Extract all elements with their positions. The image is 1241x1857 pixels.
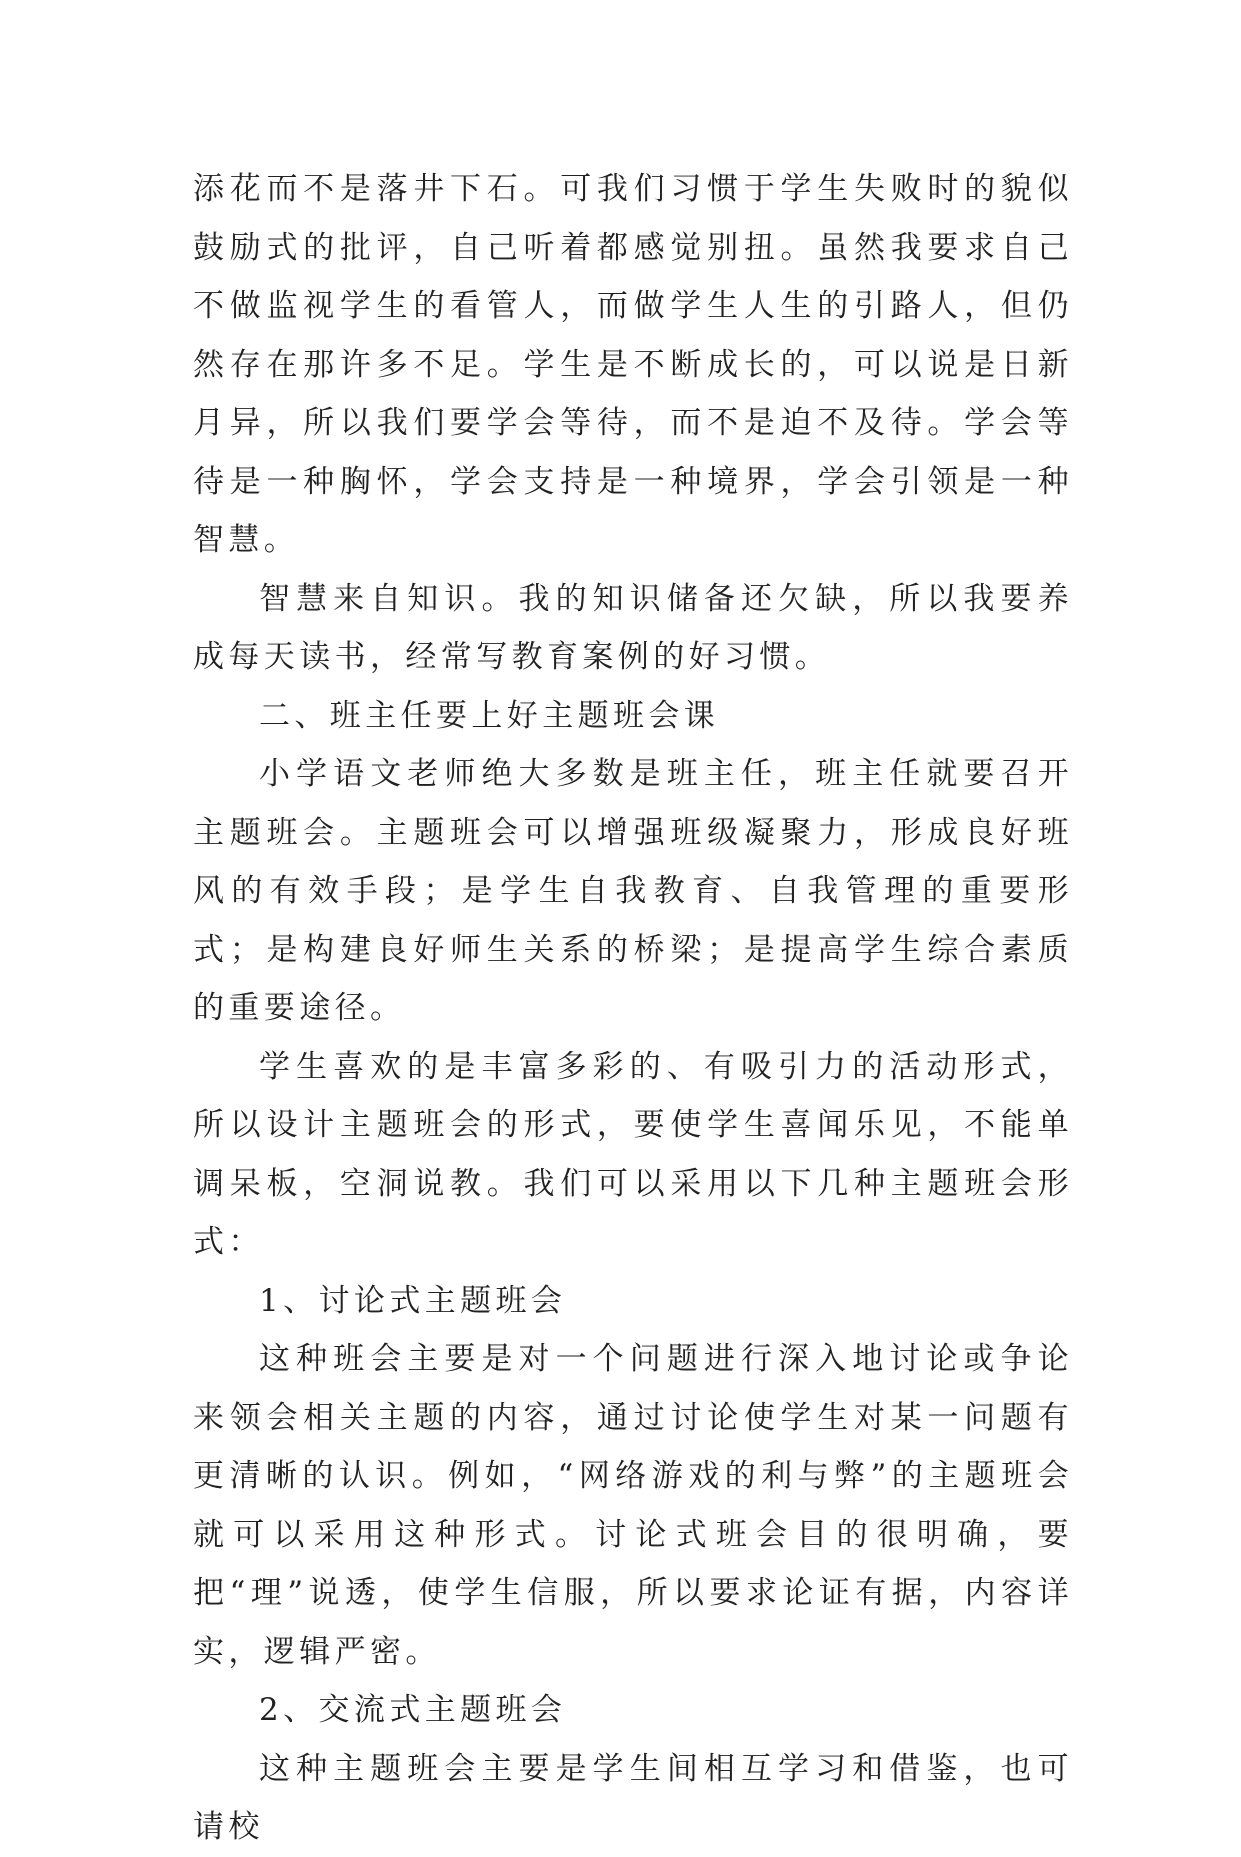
subheading-discussion: 1、讨论式主题班会 [259, 1282, 567, 1319]
paragraph-exchange: 这种主题班会主要是学生间相互学习和借鉴，也可请校 [193, 1750, 1073, 1845]
paragraph-knowledge: 智慧来自知识。我的知识储备还欠缺，所以我要养成每天读书，经常写教育案例的好习惯。 [193, 580, 1073, 675]
paragraph-discussion: 这种班会主要是对一个问题进行深入地讨论或争论来领会相关主题的内容，通过讨论使学生对某一问题有更清晰的认识。例如，“网络游戏的利与弊”的主题班会就可以采用这种形式。讨论式班会目的很明确，要把“理”说透，使学生信服，所以要求论证有据，内容详实，逻辑严密。 [193, 1341, 1073, 1670]
subheading-exchange: 2、交流式主题班会 [259, 1692, 567, 1728]
paragraph-continuation: 添花而不是落井下石。可我们习惯于学生失败时的貌似鼓励式的批评，自己听着都感觉别扭。虽然我要求自己不做监视学生的看管人，而做学生人生的引路人，但仍然存在那许多不足。学生是不断成长的，可以说是日新月异，所以我们要学会等待，而不是迫不及待。学会等待是一种胸怀，学会支持是一种境界，学会引领是一种智慧。 [193, 171, 1073, 558]
document-body [193, 160, 1073, 1857]
section-heading-theme-class: 二、班主任要上好主题班会课 [259, 697, 720, 734]
paragraph-activity-forms: 学生喜欢的是丰富多彩的、有吸引力的活动形式，所以设计主题班会的形式，要使学生喜闻乐见，不能单调呆板，空洞说教。我们可以采用以下几种主题班会形式： [193, 1048, 1073, 1260]
paragraph-class-teacher: 小学语文老师绝大多数是班主任，班主任就要召开主题班会。主题班会可以增强班级凝聚力，形成良好班风的有效手段；是学生自我教育、自我管理的重要形式；是构建良好师生关系的桥梁；是提高学生综合素质的重要途径。 [193, 756, 1073, 1026]
